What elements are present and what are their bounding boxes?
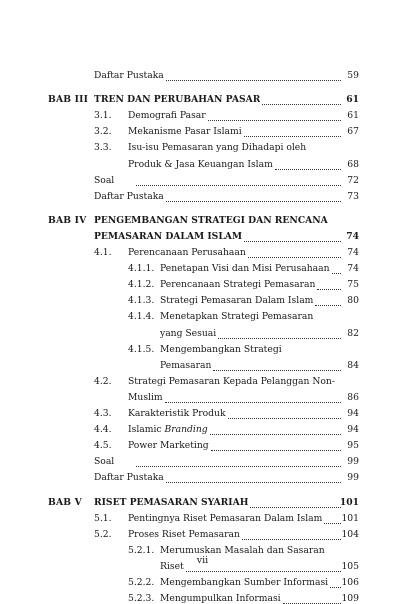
toc-entry-title-cont: Produk & Jasa Keuangan Islam bbox=[128, 158, 273, 170]
toc-entry-title: Perencanaan Strategi Pemasaran bbox=[160, 279, 316, 291]
leader-dots bbox=[136, 465, 341, 467]
page-number-footer: vii bbox=[196, 555, 209, 566]
leader-dots bbox=[165, 401, 341, 403]
toc-entry-title: Mengumpulkan Informasi bbox=[160, 593, 281, 604]
leader-dots bbox=[244, 240, 341, 242]
leader-dots bbox=[186, 570, 341, 572]
toc-entry-title: Mengembangkan Sumber Informasi bbox=[160, 577, 329, 588]
section-number: 4.2. bbox=[94, 375, 112, 387]
section-number: 4.4. bbox=[94, 424, 112, 436]
page-number: 82 bbox=[347, 327, 359, 339]
page-number: 72 bbox=[347, 174, 359, 186]
leader-dots bbox=[275, 168, 341, 170]
section-number: 3.1. bbox=[94, 110, 112, 122]
toc-entry-title: Power Marketing bbox=[128, 440, 209, 452]
toc-entry-title: Proses Riset Pemasaran bbox=[128, 528, 240, 540]
toc-entry-title: Strategi Pemasaran Kepada Pelanggan Non- bbox=[128, 375, 335, 387]
leader-dots bbox=[248, 256, 341, 258]
page-number: 61 bbox=[346, 94, 359, 106]
section-number: 4.1.2. bbox=[128, 279, 155, 291]
page-number: 104 bbox=[341, 528, 359, 540]
page-number: 67 bbox=[347, 126, 359, 138]
page-number: 109 bbox=[341, 593, 359, 604]
toc-entry-title: Islamic Branding bbox=[128, 424, 208, 436]
leader-dots bbox=[208, 119, 341, 121]
section-number: 3.3. bbox=[94, 142, 112, 154]
page-number: 94 bbox=[347, 408, 359, 419]
leader-dots bbox=[250, 506, 341, 508]
page-number: 59 bbox=[347, 70, 359, 81]
leader-dots bbox=[211, 449, 341, 451]
page-number: 80 bbox=[347, 295, 359, 307]
leader-dots bbox=[332, 272, 341, 274]
chapter-label: BAB IV bbox=[48, 214, 87, 226]
toc-entry-title: Penetapan Visi dan Misi Perusahaan bbox=[160, 263, 330, 275]
toc-entry-title: Mengembangkan Strategi bbox=[160, 343, 282, 355]
leader-dots bbox=[262, 103, 341, 105]
section-number: 4.1.5. bbox=[128, 343, 155, 355]
page-number: 106 bbox=[341, 577, 359, 588]
toc-entry-title: Pentingnya Riset Pemasaran Dalam Islam bbox=[128, 512, 323, 524]
section-number: 5.2.2. bbox=[128, 577, 155, 588]
soal-label: Soal bbox=[94, 456, 115, 468]
toc-entry-title: Isu-isu Pemasaran yang Dihadapi oleh bbox=[128, 142, 307, 154]
leader-dots bbox=[166, 79, 341, 81]
section-number: 5.1. bbox=[94, 512, 112, 524]
leader-dots bbox=[213, 369, 341, 371]
chapter-label: BAB III bbox=[48, 94, 89, 106]
section-number: 4.1.3. bbox=[128, 295, 155, 307]
toc-entry-title: Menetapkan Strategi Pemasaran bbox=[160, 311, 314, 323]
toc-entry-title: Strategi Pemasaran Dalam Islam bbox=[160, 295, 314, 307]
toc-entry-title: Daftar Pustaka bbox=[94, 190, 164, 202]
leader-dots bbox=[136, 184, 341, 186]
leader-dots bbox=[317, 288, 341, 290]
toc-entry-title: Mekanisme Pasar Islami bbox=[128, 126, 242, 138]
toc-entry-title-cont: yang Sesuai bbox=[160, 327, 217, 339]
section-number: 4.3. bbox=[94, 408, 112, 419]
leader-dots bbox=[330, 586, 341, 588]
toc-entry-title: Perencanaan Perusahaan bbox=[128, 247, 246, 258]
page-number: 101 bbox=[339, 496, 359, 508]
toc-entry-title: Demografi Pasar bbox=[128, 110, 206, 122]
chapter-label: BAB V bbox=[48, 496, 82, 508]
toc-entry-title: Karakteristik Produk bbox=[128, 408, 226, 419]
toc-entry-title: Daftar Pustaka bbox=[94, 70, 164, 81]
toc-entry-title: Daftar Pustaka bbox=[94, 472, 164, 484]
leader-dots bbox=[315, 304, 341, 306]
page-number: 74 bbox=[347, 263, 359, 275]
section-number: 4.1. bbox=[94, 247, 112, 258]
section-number: 5.2.1. bbox=[128, 544, 155, 556]
toc-entry-title: RISET PEMASARAN SYARIAH bbox=[94, 496, 249, 508]
section-number: 5.2.3. bbox=[128, 593, 155, 604]
section-number: 4.5. bbox=[94, 440, 112, 452]
section-number: 5.2. bbox=[94, 528, 112, 540]
section-number: 3.2. bbox=[94, 126, 112, 138]
page-number: 68 bbox=[347, 158, 359, 170]
toc-entry-title-cont: Riset bbox=[160, 560, 184, 572]
page-number: 86 bbox=[347, 391, 359, 403]
leader-dots bbox=[228, 417, 341, 419]
leader-dots bbox=[324, 522, 341, 524]
leader-dots bbox=[244, 135, 341, 137]
toc-entry-title-cont: Pemasaran bbox=[160, 359, 212, 371]
toc-entry-title-cont: PEMASARAN DALAM ISLAM bbox=[94, 230, 243, 242]
page-number: 75 bbox=[347, 279, 359, 291]
page-number: 84 bbox=[347, 359, 359, 371]
page-number: 74 bbox=[347, 247, 359, 258]
toc-entry-title: PENGEMBANGAN STRATEGI DAN RENCANA bbox=[94, 214, 328, 226]
page-number: 73 bbox=[347, 190, 359, 202]
page-number: 95 bbox=[347, 440, 359, 452]
leader-dots bbox=[218, 337, 341, 339]
leader-dots bbox=[242, 538, 341, 540]
toc-entry-title-italic: Branding bbox=[164, 424, 208, 436]
section-number: 4.1.4. bbox=[128, 311, 155, 323]
soal-label: Soal bbox=[94, 174, 115, 186]
toc-entry-title-cont: Muslim bbox=[128, 391, 163, 403]
page-number: 61 bbox=[347, 110, 359, 122]
page-number: 94 bbox=[347, 424, 359, 436]
page-number: 74 bbox=[346, 230, 359, 242]
leader-dots bbox=[166, 200, 341, 202]
toc-entry-title: TREN DAN PERUBAHAN PASAR bbox=[94, 94, 261, 106]
page-number: 105 bbox=[341, 560, 359, 572]
page-number: 99 bbox=[347, 456, 359, 468]
leader-dots bbox=[210, 433, 341, 435]
toc-entry-title: Merumuskan Masalah dan Sasaran bbox=[160, 544, 325, 556]
page-number: 99 bbox=[347, 472, 359, 484]
section-number: 4.1.1. bbox=[128, 263, 155, 275]
page-number: 101 bbox=[341, 512, 359, 524]
leader-dots bbox=[166, 481, 341, 483]
